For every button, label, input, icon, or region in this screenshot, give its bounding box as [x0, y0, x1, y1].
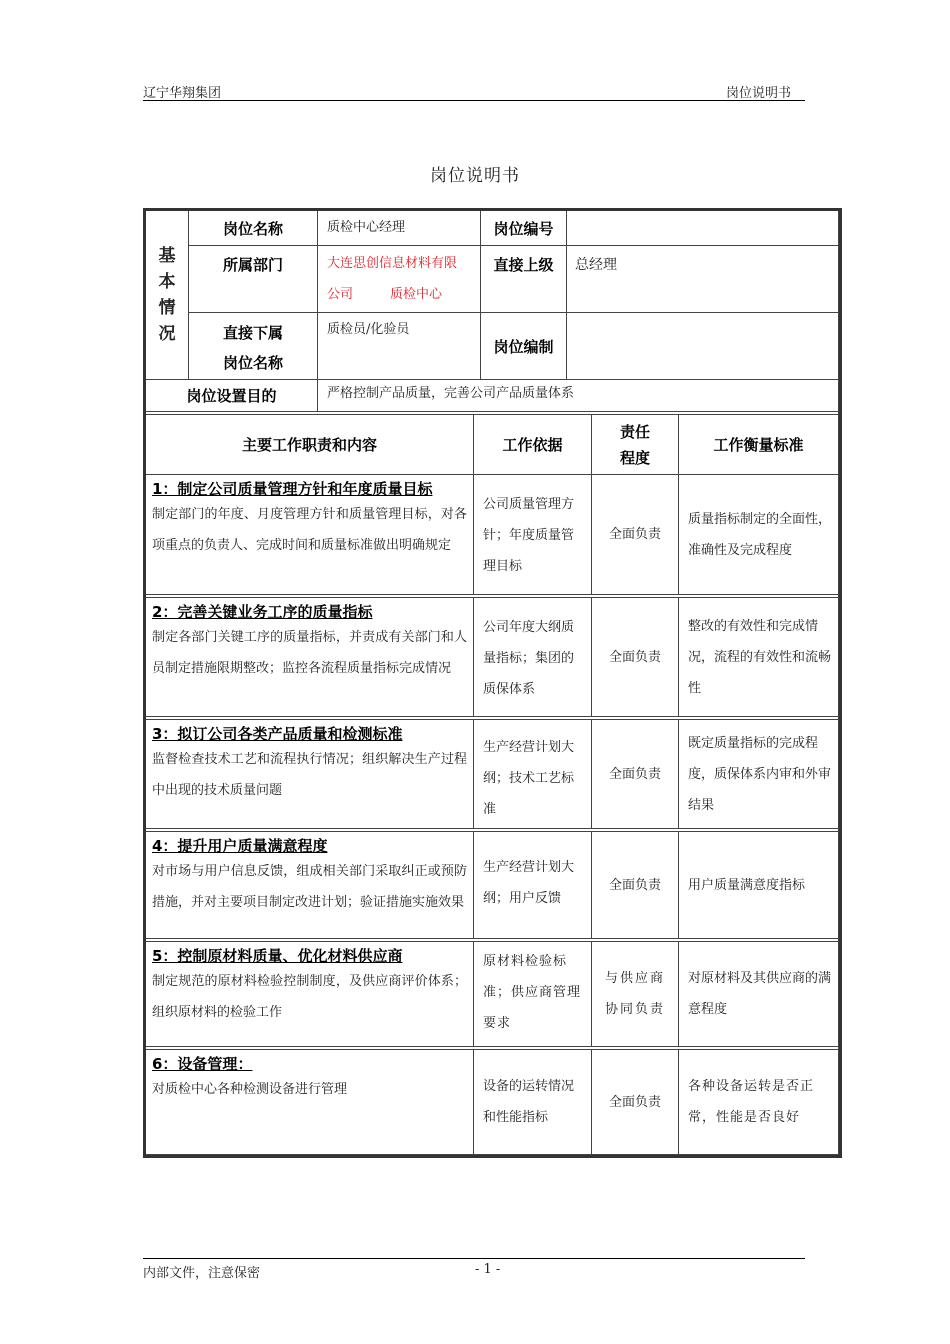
duty-5-basis: 原材料检验标准；供应商管理要求: [474, 942, 592, 1047]
duty-3-title: 3：拟订公司各类产品质量和检测标准: [152, 725, 403, 743]
position-no-label: 岗位编号: [481, 211, 567, 246]
position-no-value: [567, 211, 839, 246]
duty-6-desc: 对质检中心各种检测设备进行管理: [152, 1082, 348, 1097]
position-name-value: 质检中心经理: [318, 211, 481, 246]
duty-1-standard: 质量指标制定的全面性，准确性及完成程度: [679, 475, 839, 595]
duty-5-standard: 对原材料及其供应商的满意程度: [679, 942, 839, 1047]
duty-3-resp: 全面负责: [592, 720, 679, 829]
duty-4-basis: 生产经营计划大纲；用户反馈: [474, 832, 592, 939]
page-header: [143, 80, 805, 101]
duties-content-header: 主要工作职责和内容: [146, 415, 474, 475]
headcount-value: [567, 313, 839, 380]
department-line-1: 大连思创信息材料有限: [327, 256, 458, 271]
duty-6-content: [146, 1050, 474, 1155]
headcount-label: 岗位编制: [481, 313, 567, 380]
footer-confidential-note: 内部文件，注意保密: [143, 1266, 261, 1281]
duty-4-title: 4：提升用户质量满意程度: [152, 837, 328, 855]
duty-2-resp: 全面负责: [592, 598, 679, 717]
duty-1-title: 1：制定公司质量管理方针和年度质量目标: [152, 480, 433, 498]
subordinate-label-line-1: 直接下属: [222, 324, 283, 342]
header-doc-name: 岗位说明书: [725, 86, 791, 101]
subordinate-label-line-2: 岗位名称: [222, 354, 283, 372]
duty-1-basis: 公司质量管理方针；年度质量管理目标: [474, 475, 592, 595]
duty-5-resp: 与供应商协同负责: [592, 942, 679, 1047]
duty-2-standard: 整改的有效性和完成情况，流程的有效性和流畅性: [679, 598, 839, 717]
duties-resp-header: [592, 415, 679, 475]
duty-3-standard: 既定质量指标的完成程度，质保体系内审和外审结果: [679, 720, 839, 829]
duty-6-resp: 全面负责: [592, 1050, 679, 1155]
duty-6-title: 6：设备管理：: [152, 1055, 253, 1073]
resp-header-line-1: 责任: [619, 423, 650, 441]
duty-4-standard: 用户质量满意度指标: [679, 832, 839, 939]
duty-3-content: [146, 720, 474, 829]
superior-value: 总经理: [567, 246, 839, 313]
header-company: 辽宁华翔集团: [143, 86, 222, 101]
duty-5-title: 5：控制原材料质量、优化材料供应商: [152, 947, 403, 965]
duty-5-content: [146, 942, 474, 1047]
job-description-table: [143, 208, 842, 1158]
duties-basis-header: 工作依据: [474, 415, 592, 475]
duty-2-desc: 制定各部门关键工序的质量指标，并责成有关部门和人员制定措施限期整改；监控各流程质量指标完成情况: [152, 630, 467, 676]
section-char: 本: [158, 272, 176, 292]
department-label: 所属部门: [189, 246, 318, 313]
duty-1-desc: 制定部门的年度、月度管理方针和质量管理目标，对各项重点的负责人、完成时间和质量标准做出明确规定: [152, 507, 467, 553]
section-char: 情: [158, 298, 176, 318]
duty-1-content: [146, 475, 474, 595]
department-line-2: [327, 279, 480, 310]
duty-2-title: 2：完善关键业务工序的质量指标: [152, 603, 373, 621]
subordinate-value: 质检员/化验员: [318, 313, 481, 380]
position-name-label: 岗位名称: [189, 211, 318, 246]
duty-1-resp: 全面负责: [592, 475, 679, 595]
department-center: 质检中心: [390, 287, 443, 302]
duty-3-desc: 监督检查技术工艺和流程执行情况；组织解决生产过程中出现的技术质量问题: [152, 752, 467, 798]
purpose-label: 岗位设置目的: [146, 380, 318, 412]
duty-6-basis: 设备的运转情况和性能指标: [474, 1050, 592, 1155]
subordinate-label: [189, 313, 318, 380]
duty-4-resp: 全面负责: [592, 832, 679, 939]
department-value: [318, 246, 481, 313]
superior-label: 直接上级: [481, 246, 567, 313]
duties-standard-header: 工作衡量标准: [679, 415, 839, 475]
duty-5-desc: 制定规范的原材料检验控制制度，及供应商评价体系；组织原材料的检验工作: [152, 974, 467, 1020]
resp-header-line-2: 程度: [619, 449, 650, 467]
duty-4-desc: 对市场与用户信息反馈，组成相关部门采取纠正或预防措施，并对主要项目制定改进计划；验证措施实施效果: [152, 864, 467, 910]
duty-2-content: [146, 598, 474, 717]
department-company: 公司: [327, 287, 354, 302]
purpose-value: 严格控制产品质量，完善公司产品质量体系: [318, 380, 839, 412]
basic-info-section-label: [146, 211, 189, 380]
page-footer: [143, 1258, 805, 1281]
section-char: 基: [158, 246, 176, 266]
footer-page-number: - 1 -: [475, 1262, 501, 1277]
duty-3-basis: 生产经营计划大纲；技术工艺标准: [474, 720, 592, 829]
duty-6-standard: 各种设备运转是否正常，性能是否良好: [679, 1050, 839, 1155]
document-title: 岗位说明书: [430, 166, 520, 186]
section-char: 况: [158, 324, 176, 344]
duty-2-basis: 公司年度大纲质量指标；集团的质保体系: [474, 598, 592, 717]
duty-4-content: [146, 832, 474, 939]
